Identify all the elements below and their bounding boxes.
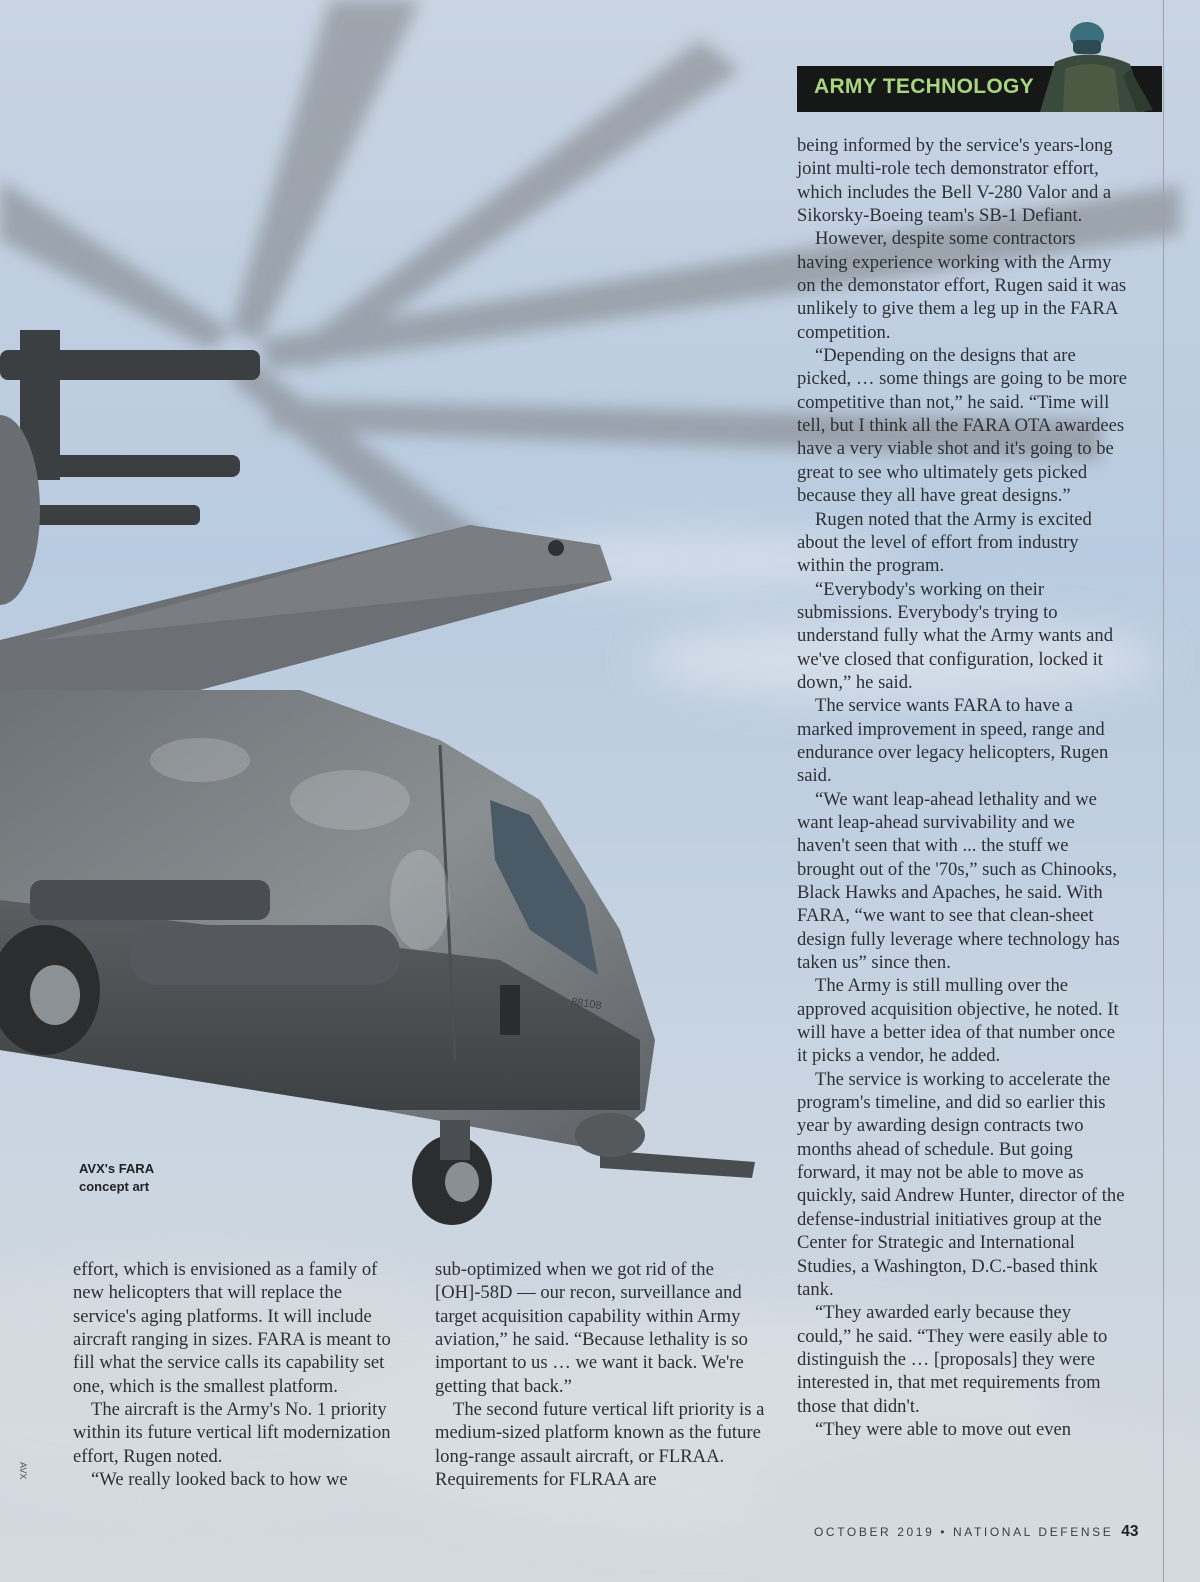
article-column-1 — [73, 1258, 403, 1491]
paragraph: The second future vertical lift priority is a medium-sized platform known as the future long-range assault aircraft, or FLRAA. Requirements for FLRAA are — [435, 1399, 765, 1491]
fuselage-marking-label: 88108 — [570, 995, 603, 1013]
paragraph: “Depending on the designs that are picked, … some things are going to be more competitive than not,” he said. “Time will tell, but I think all the FARA OTA awardees have a very viable shot and it's going to be great to see who ultimately gets picked because they all have great designs.” — [797, 345, 1127, 507]
photo-caption: AVX's FARA concept art — [79, 1161, 154, 1194]
issue-line: OCTOBER 2019 • NATIONAL DEFENSE — [814, 1525, 1114, 1539]
paragraph: The Army is still mulling over the approved acquisition objective, he noted. It will have a better idea of that number once it picks a vendor, he added. — [797, 975, 1119, 1067]
article-column-3 — [797, 134, 1129, 1441]
page-edge-rule — [1163, 0, 1164, 1582]
paragraph: sub-optimized when we got rid of the [OH]-58D — our recon, surveillance and target acquisition capability within Army aviation,” he said. “Because lethality is so important to us … we want it back. We're getting that back.” — [435, 1259, 748, 1397]
paragraph: However, despite some contractors having experience working with the Army on the demonstator effort, Rugen said it was unlikely to give them a leg up in the FARA competition. — [797, 228, 1127, 343]
soldier-icon — [1035, 14, 1160, 114]
paragraph: The service wants FARA to have a marked improvement in speed, range and endurance over legacy helicopters, Rugen said. — [797, 695, 1109, 787]
paragraph: effort, which is envisioned as a family of new helicopters that will replace the service's aging platforms. It will include aircraft ranging in sizes. FARA is meant to fill what the service calls its capability set one, which is the smallest platform. — [73, 1259, 391, 1397]
paragraph: “We want leap-ahead lethality and we want leap-ahead survivability and we haven't seen that with ... the stuff we brought out of the '70s,” such as Chinooks, Black Hawks and Apaches, he said. With FARA, “we want to see that clean-sheet design fully leverage where technology has taken us” since then. — [797, 788, 1120, 974]
page-footer — [814, 1523, 1139, 1541]
paragraph: The aircraft is the Army's No. 1 priority within its future vertical lift modernization effort, Rugen noted. — [73, 1399, 391, 1467]
paragraph: being informed by the service's years-long joint multi-role tech demonstrator effort, which includes the Bell V-280 Valor and a Sikorsky-Boeing team's SB-1 Defiant. — [797, 135, 1113, 227]
paragraph: The service is working to accelerate the program's timeline, and did so earlier this year by awarding design contracts two months ahead of schedule. But going forward, it may not be able to move as quickly, said Andrew Hunter, director of the defense-industrial initiatives group at the Center for Strategic and International Studies, a Washington, D.C.-based think tank. — [797, 1068, 1125, 1300]
paragraph: “They awarded early because they could,” he said. “They were easily able to distinguish the … [proposals] they were interested in, that met requirements from those that didn't. — [797, 1302, 1108, 1417]
page-number: 43 — [1121, 1523, 1139, 1540]
paragraph: Rugen noted that the Army is excited about the level of effort from industry within the program. — [797, 508, 1092, 577]
section-label: ARMY TECHNOLOGY — [814, 75, 1034, 98]
paragraph: “They were able to move out even — [815, 1418, 1072, 1440]
paragraph: “We really looked back to how we — [91, 1469, 348, 1491]
paragraph: “Everybody's working on their submissions. Everybody's trying to understand fully what the Army wants and we've closed that configuration, locked it down,” he said. — [797, 578, 1114, 693]
photo-credit: AVX — [18, 1462, 28, 1480]
article-column-2 — [435, 1258, 765, 1491]
